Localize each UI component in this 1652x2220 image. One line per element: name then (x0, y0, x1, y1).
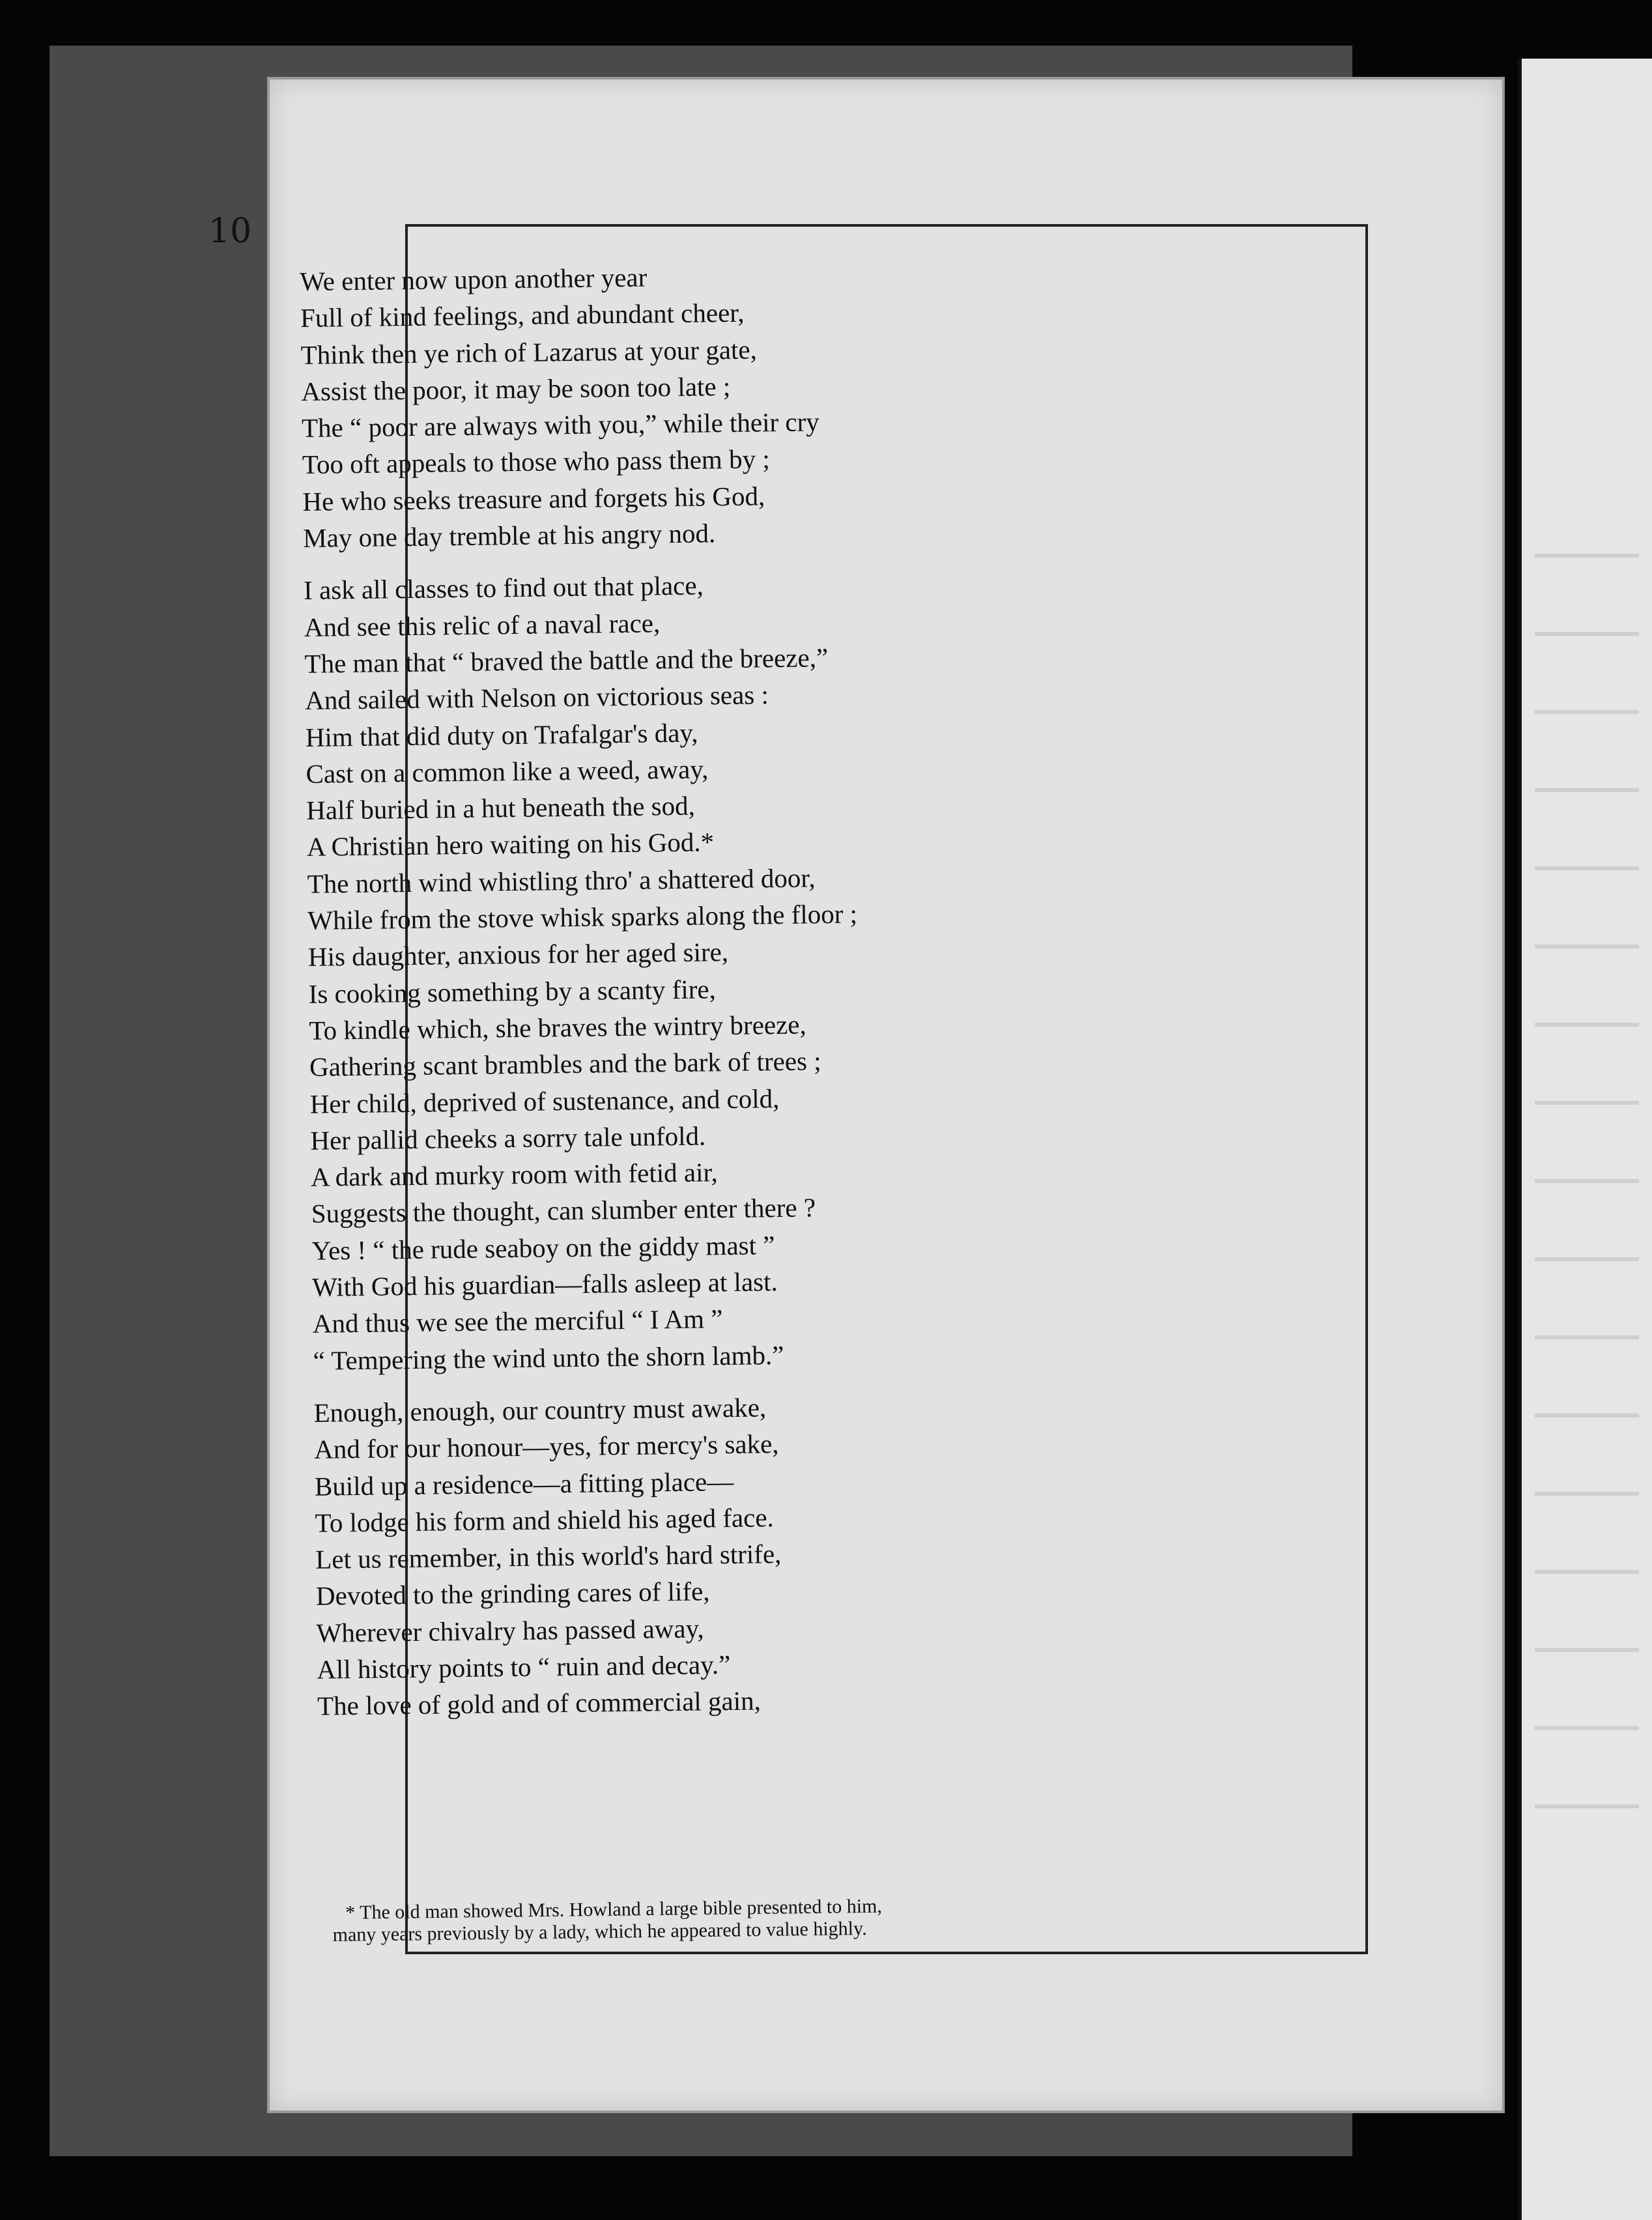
page-number: 10 (208, 212, 252, 251)
poem-line: Too oft appeals to those who pass them by ; (302, 444, 770, 480)
poem-line: Gathering scant brambles and the bark of trees ; (309, 1046, 821, 1083)
footnote-line: many years previously by a lady, which he appeared to value highly. (332, 1917, 867, 1946)
ghost-text-line (1535, 1726, 1639, 1730)
ghost-text-line (1535, 1101, 1639, 1105)
poem-line: And for our honour—yes, for mercy's sake, (313, 1429, 779, 1465)
ghost-text-line (1535, 1804, 1639, 1808)
ghost-text-line (1535, 1179, 1639, 1183)
ghost-text-line (1535, 788, 1639, 792)
poem-line: Build up a residence—a fitting place— (314, 1466, 734, 1501)
footnote-line: * The old man showed Mrs. Howland a large bible presented to him, (345, 1895, 883, 1924)
poem-line: All history points to “ ruin and decay.” (317, 1649, 731, 1685)
poem-line: The north wind whistling thro' a shattered door, (307, 862, 816, 899)
poem-line: His daughter, anxious for her aged sire, (307, 937, 729, 973)
poem-line: And see this relic of a naval race, (304, 607, 661, 642)
poem-line: Assist the poor, it may be soon too late ; (301, 371, 731, 406)
poem-line: The “ poor are always with you,” while their cry (301, 406, 819, 444)
poem-line: May one day tremble at his angry nod. (302, 518, 716, 554)
ghost-text-line (1535, 1257, 1639, 1261)
poem-line: Him that did duty on Trafalgar's day, (305, 717, 698, 752)
poem-line: Half buried in a hut beneath the sod, (306, 790, 696, 826)
ghost-text-line (1535, 945, 1639, 948)
poem-line: And thus we see the merciful “ I Am ” (312, 1303, 723, 1339)
poem-line: And sailed with Nelson on victorious seas : (304, 679, 769, 716)
poem-line: Think then ye rich of Lazarus at your gate, (300, 334, 758, 370)
poem-line: Full of kind feelings, and abundant cheer, (300, 297, 745, 334)
poem-line: With God his guardian—falls asleep at last. (311, 1266, 778, 1302)
poem-line: The love of gold and of commercial gain, (317, 1685, 762, 1722)
stanza (304, 561, 1238, 1379)
poem-line: Let us remember, in this world's hard strife, (315, 1539, 782, 1574)
poem-line: Yes ! “ the rude seaboy on the giddy mast ” (311, 1229, 775, 1266)
ghost-text-line (1535, 1023, 1639, 1027)
poem (300, 252, 1243, 1741)
poem-line: A dark and murky room with fetid air, (310, 1157, 718, 1193)
poem-line: Is cooking something by a scanty fire, (308, 973, 717, 1009)
poem-line: Her pallid cheeks a sorry tale unfold. (310, 1120, 706, 1156)
poem-line: While from the stove whisk sparks along the floor ; (307, 898, 858, 935)
ghost-text-line (1535, 1648, 1639, 1652)
ghost-text-line (1535, 866, 1639, 870)
poem-line: We enter now upon another year (300, 262, 648, 296)
poem-line: To kindle which, she braves the wintry breeze, (309, 1009, 806, 1046)
ghost-text-line (1535, 1492, 1639, 1496)
ghost-text-line (1535, 710, 1639, 714)
poem-line: Her child, deprived of sustenance, and cold, (309, 1083, 780, 1119)
ghost-text-line (1535, 1335, 1639, 1339)
poem-line: To lodge his form and shield his aged face. (315, 1502, 775, 1538)
ghost-text-line (1535, 1414, 1639, 1417)
poem-line: “ Tempering the wind unto the shorn lamb.” (313, 1339, 784, 1376)
poem-line: The man that “ braved the battle and the breeze,” (304, 642, 829, 679)
ghost-text-line (1535, 1570, 1639, 1574)
poem-line: Suggests the thought, can slumber enter there ? (311, 1192, 816, 1229)
adjacent-page-edge (1518, 59, 1652, 2220)
poem-line: He who seeks treasure and forgets his God, (302, 481, 765, 517)
poem-line: Devoted to the grinding cares of life, (315, 1576, 710, 1612)
stanza (313, 1383, 1242, 1724)
ghost-text-line (1535, 632, 1639, 636)
poem-line: A Christian hero waiting on his God.* (306, 827, 715, 862)
poem-line: Enough, enough, our country must awake, (313, 1392, 767, 1428)
poem-line: I ask all classes to find out that place, (303, 570, 704, 606)
poem-line: Wherever chivalry has passed away, (316, 1613, 704, 1648)
stanza (300, 252, 1228, 557)
poem-line: Cast on a common like a weed, away, (306, 754, 709, 789)
ghost-text-line (1535, 554, 1639, 558)
